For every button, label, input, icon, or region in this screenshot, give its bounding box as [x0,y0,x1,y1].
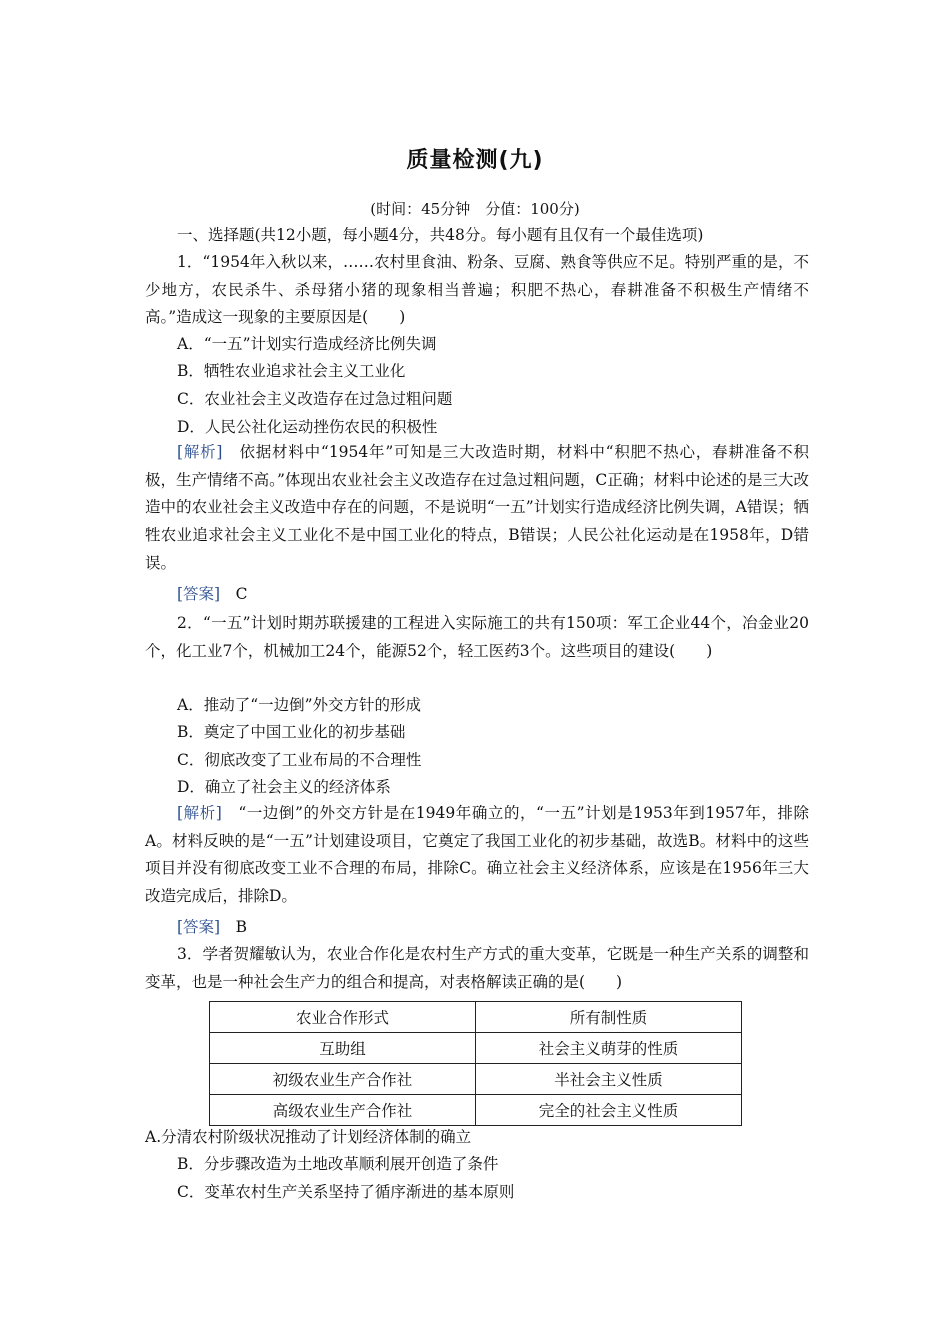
table-cell: 完全的社会主义性质 [476,1095,742,1126]
table-header-cell: 所有制性质 [476,1002,742,1033]
exam-meta: (时间：45分钟 分值：100分) [370,200,580,218]
table-row [210,1064,742,1095]
q3-option-a: A.分清农村阶级状况推动了计划经济体制的确立 [145,1128,472,1146]
q2-option-c: C．彻底改变了工业布局的不合理性 [177,751,422,769]
table-cell: 高级农业生产合作社 [210,1095,476,1126]
table-cell: 社会主义萌芽的性质 [476,1033,742,1064]
answer-tag: [答案] [177,918,221,936]
q2-analysis: [解析] “一边倒”的外交方针是在1949年确立的，“一五”计划是1953年到1957年，排除A。材料反映的是“一五”计划建设项目，它奠定了我国工业化的初步基础，故选B。材料中的这些项目并没有彻底改变工业不合理的布局，排除C。确立社会主义经济体系，应该是在1956年三大改造完成后，排除D。 [145,804,809,906]
q1-option-a: A．“一五”计划实行造成经济比例失调 [177,335,437,353]
table-header-cell: 农业合作形式 [210,1002,476,1033]
section-heading: 一、选择题(共12小题，每小题4分，共48分。每小题有且仅有一个最佳选项) [177,226,704,244]
q1-option-c: C．农业社会主义改造存在过急过粗问题 [177,390,453,408]
q3-option-b: B．分步骤改造为土地改革顺利展开创造了条件 [177,1155,499,1173]
q2-answer: [答案] B [177,918,248,936]
q1-analysis: [解析] 依据材料中“1954年”可知是三大改造时期，材料中“积肥不热心，春耕准备不积极，生产情绪不高。”体现出农业社会主义改造存在过急过粗问题，C正确；材料中论述的是三大改造中的农业社会主义改造中存在的问题，不是说明“一五”计划实行造成经济比例失调，A错误；牺牲农业追求社会主义工业化不是中国工业化的特点，B错误；人民公社化运动是在1958年，D错误。 [145,443,809,572]
table-row [210,1095,742,1126]
q2-option-a: A．推动了“一边倒”外交方针的形成 [177,696,422,714]
cooperation-table [209,1001,742,1126]
question-3-stem: 3．学者贺耀敏认为，农业合作化是农村生产方式的重大变革，它既是一种生产关系的调整和变革，也是一种社会生产力的组合和提高，对表格解读正确的是( ) [145,945,809,991]
table-cell: 互助组 [210,1033,476,1064]
table-cell: 初级农业生产合作社 [210,1064,476,1095]
q2-option-b: B．奠定了中国工业化的初步基础 [177,723,406,741]
question-1-stem: 1．“1954年入秋以来，……农村里食油、粉条、豆腐、熟食等供应不足。特别严重的是，不少地方，农民杀牛、杀母猪小猪的现象相当普遍；积肥不热心，春耕准备不积极生产情绪不高。”造成这一现象的主要原因是( ) [145,253,809,327]
q2-option-d: D．确立了社会主义的经济体系 [177,778,391,796]
table-row [210,1033,742,1064]
answer-tag: [答案] [177,585,221,603]
table-header-row [210,1002,742,1033]
analysis-tag: [解析] [177,443,223,461]
q1-option-b: B．牺牲农业追求社会主义工业化 [177,362,406,380]
page-title: 质量检测(九) [406,148,544,173]
table-cell: 半社会主义性质 [476,1064,742,1095]
q1-option-d: D．人民公社化运动挫伤农民的积极性 [177,418,438,436]
q3-option-c: C．变革农村生产关系坚持了循序渐进的基本原则 [177,1183,515,1201]
question-2-stem: 2．“一五”计划时期苏联援建的工程进入实际施工的共有150项：军工企业44个，冶金业20个，化工业7个，机械加工24个，能源52个，轻工医药3个。这些项目的建设( ) [145,614,809,660]
q1-answer: [答案] C [177,585,248,603]
analysis-tag: [解析] [177,804,222,822]
